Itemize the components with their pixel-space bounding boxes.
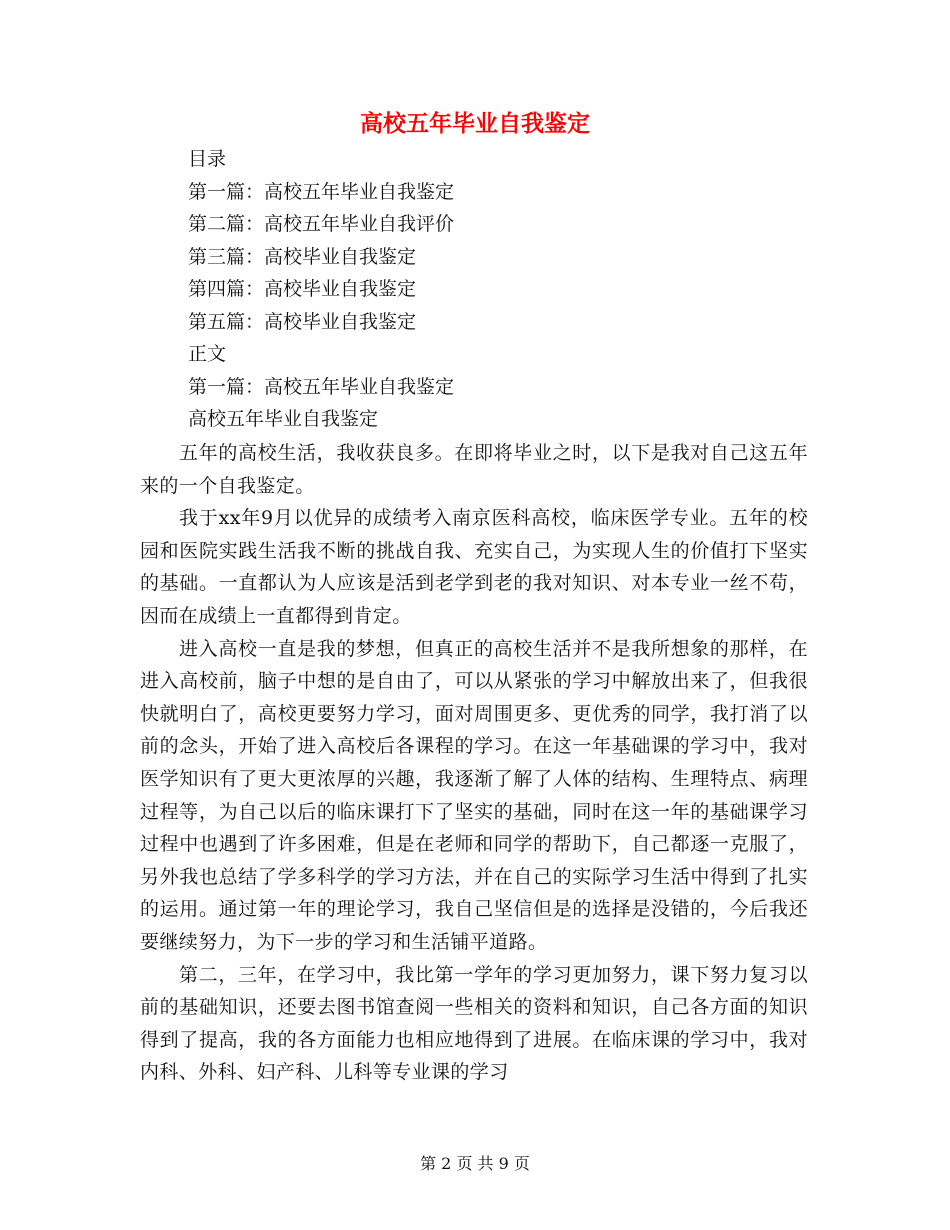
page-footer: 第 2 页 共 9 页 [420,1154,530,1173]
body-heading: 正文 [188,343,227,365]
toc-item-3: 第三篇：高校毕业自我鉴定 [188,245,417,268]
toc-heading: 目录 [188,148,227,170]
document-title: 高校五年毕业自我鉴定 [360,111,590,137]
toc-item-2: 第二篇：高校五年毕业自我评价 [188,213,455,235]
paragraph: 第二，三年，在学习中，我比第一学年的学习更加努力，课下努力复习以前的基础知识，还要去图书馆查阅一些相关的资料和知识，自己各方面的知识得到了提高，我的各方面能力也相应地得到了进展。在临床课的学习中，我对内科、外科、妇产科、儿科等专业课的学习 [140,963,808,1084]
paragraph: 进入高校一直是我的梦想，但真正的高校生活并不是我所想象的那样，在进入高校前，脑子中想的是自由了，可以从紧张的学习中解放出来了，但我很快就明白了，高校更要努力学习，面对周围更多、更优秀的同学，我打消了以前的念头，开始了进入高校后各课程的学习。在这一年基础课的学习中，我对医学知识有了更大更浓厚的兴趣，我逐渐了解了人体的结构、生理特点、病理过程等，为自己以后的临床课打下了坚实的基础，同时在这一年的基础课学习过程中也遇到了许多困难，但是在老师和同学的帮助下，自己都逐一克服了，另外我也总结了学多科学的学习方法，并在自己的实际学习生活中得到了扎实的运用。通过第一年的理论学习，我自己坚信但是的选择是没错的，今后我还要继续努力，为下一步的学习和生活铺平道路。 [140,637,808,953]
body-text [140,437,808,1089]
paragraph: 我于xx年9月以优异的成绩考入南京医科高校，临床医学专业。五年的校园和医院实践生活我不断的挑战自我、充实自己，为实现人生的价值打下坚实的基础。一直都认为人应该是活到老学到老的我对知识、对本专业一丝不苟，因而在成绩上一直都得到肯定。 [140,507,808,627]
section-heading: 第一篇：高校五年毕业自我鉴定 [188,375,455,398]
toc-item-1: 第一篇：高校五年毕业自我鉴定 [188,180,455,203]
section-subtitle: 高校五年毕业自我鉴定 [188,408,379,430]
toc-item-4: 第四篇：高校毕业自我鉴定 [188,278,417,300]
toc-item-5: 第五篇：高校毕业自我鉴定 [188,310,417,333]
paragraph: 五年的高校生活，我收获良多。在即将毕业之时，以下是我对自己这五年来的一个自我鉴定。 [140,442,808,497]
table-of-contents [188,143,828,436]
